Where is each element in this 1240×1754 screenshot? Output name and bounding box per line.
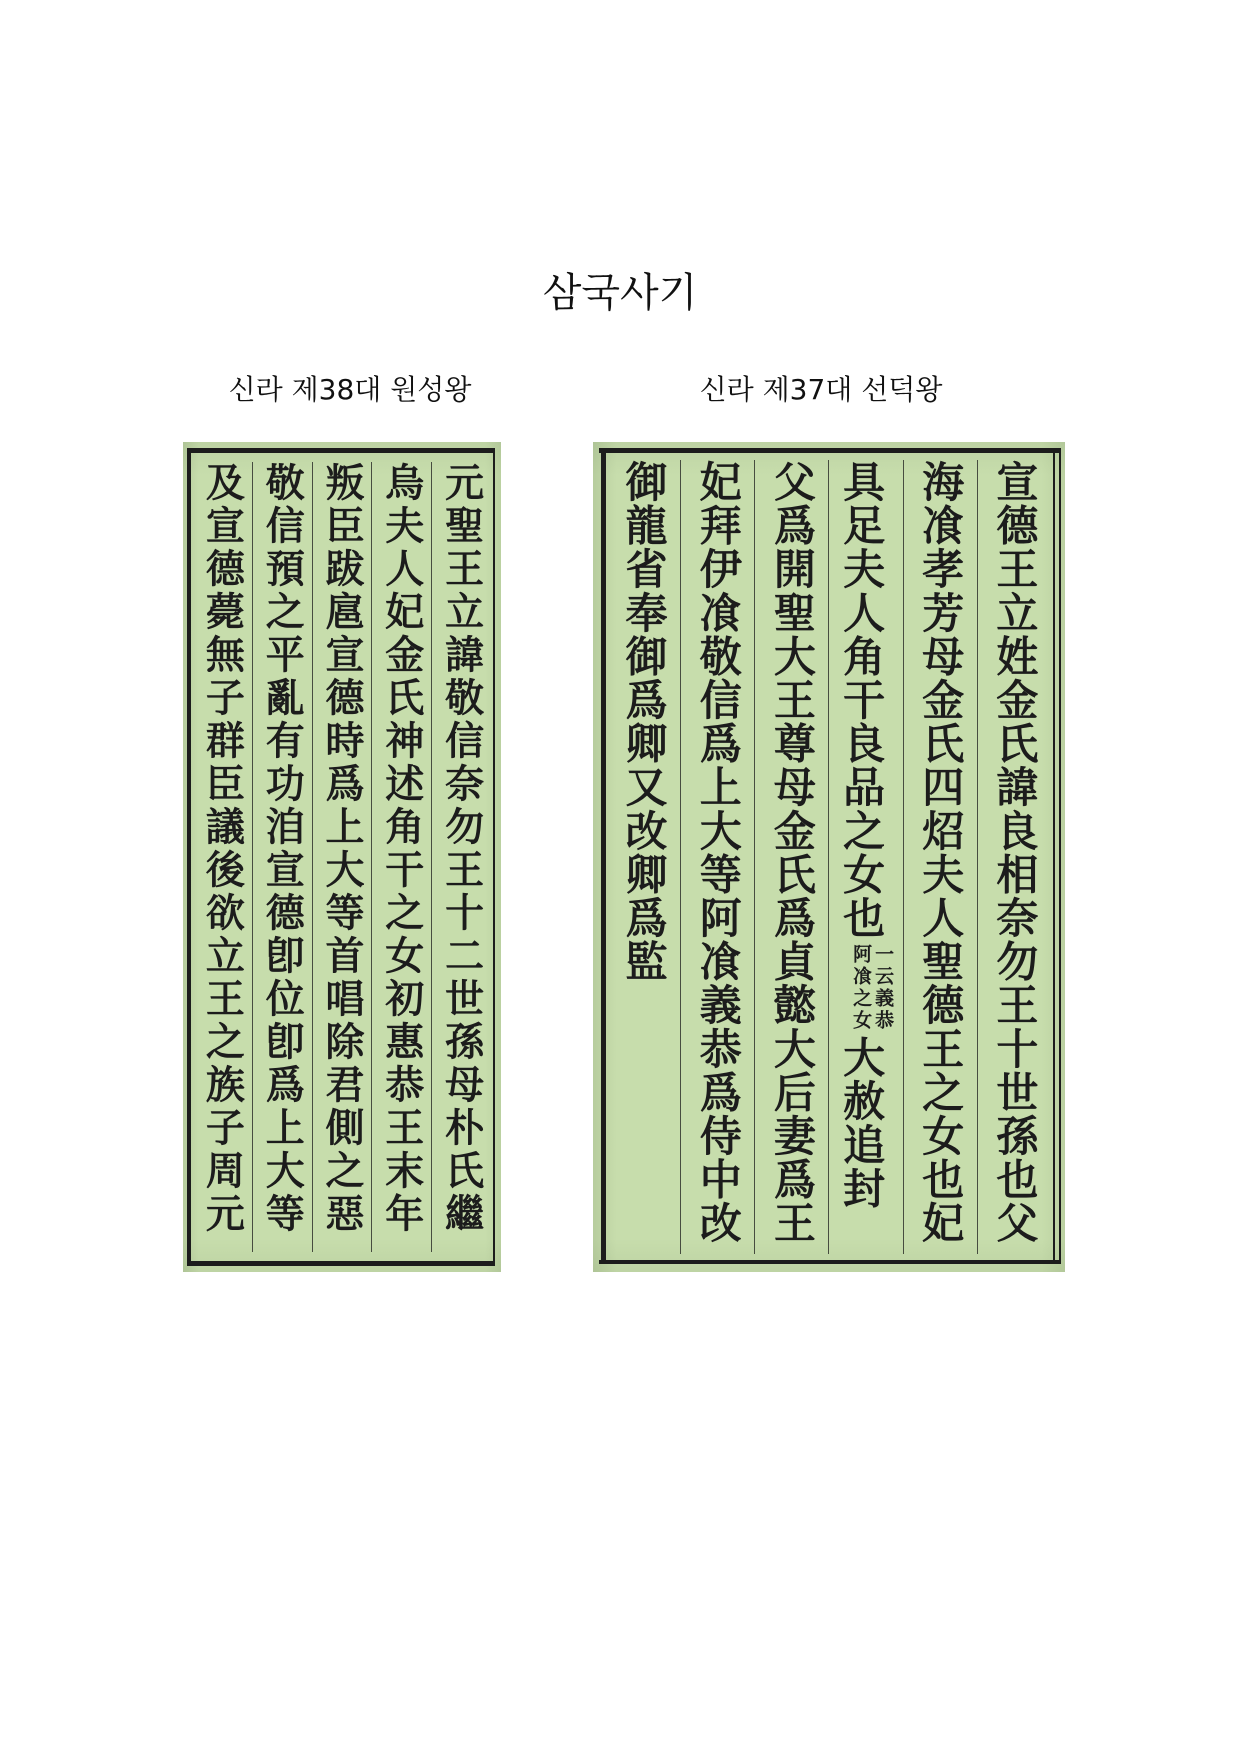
- text-column: [607, 460, 680, 1254]
- frame-rule-bottom: [187, 1261, 495, 1266]
- frame-rule-right-outer: [1059, 448, 1061, 1264]
- frame-rule-left: [187, 448, 191, 1266]
- text-column: [252, 462, 312, 1252]
- text-column: [903, 460, 977, 1254]
- note-line: 阿飡之女: [850, 943, 873, 1032]
- column-text-after-note: 大赦追封: [837, 1035, 887, 1211]
- column-text: 海飡孝芳母金氏四炤夫人聖德王之女也妃: [916, 460, 966, 1245]
- frame-rule-bottom: [599, 1260, 1061, 1264]
- column-text: 元聖王立諱敬信奈勿王十二世孫母朴氏繼: [438, 462, 485, 1236]
- text-column: [977, 460, 1051, 1254]
- text-column: [312, 462, 372, 1252]
- text-column: [754, 460, 828, 1254]
- page-title: 삼국사기: [542, 270, 698, 316]
- column-text: 烏夫人妃金氏神述角干之女初惠恭王末年: [378, 462, 425, 1236]
- column-text: 叛臣跋扈宣德時爲上大等首唱除君側之惡: [319, 462, 365, 1236]
- column-text: 妃拜伊飡敬信爲上大等阿飡義恭爲侍中改: [693, 460, 743, 1245]
- column-text: 及宣德薨無子群臣議後欲立王之族子周元: [199, 462, 246, 1236]
- figure-caption: 신라 제38대 원성왕: [228, 373, 472, 406]
- note-line: 一云義恭: [872, 943, 895, 1032]
- frame-rule-right: [493, 448, 495, 1266]
- interlinear-note: [850, 944, 894, 1032]
- frame-rule-right-inner: [1053, 448, 1055, 1264]
- text-column: [680, 460, 754, 1254]
- text-column: [193, 462, 252, 1252]
- text-column: [828, 460, 902, 1254]
- text-column: [371, 462, 431, 1252]
- text-column-group: [607, 460, 1051, 1254]
- column-text: 御龍省奉御爲卿又改卿爲監: [619, 460, 669, 984]
- column-text-main: 具足夫人角干良品之女也: [837, 460, 887, 940]
- column-text: [838, 460, 894, 1254]
- figure-caption: 신라 제37대 선덕왕: [699, 373, 943, 406]
- scan-figure: [593, 442, 1065, 1272]
- column-text: 父爲開聖大王尊母金氏爲貞懿大后妻爲王: [767, 460, 817, 1245]
- frame-rule-top: [599, 448, 1061, 453]
- column-text: 宣德王立姓金氏諱良相奈勿王十世孫也父: [990, 460, 1040, 1245]
- column-text: 敬信預之平亂有功洎宣德卽位卽爲上大等: [259, 462, 306, 1236]
- text-column-group: [193, 462, 491, 1252]
- text-column: [431, 462, 491, 1252]
- frame-rule-top: [187, 448, 495, 453]
- scan-figure: [183, 442, 501, 1272]
- frame-rule-left: [601, 448, 606, 1264]
